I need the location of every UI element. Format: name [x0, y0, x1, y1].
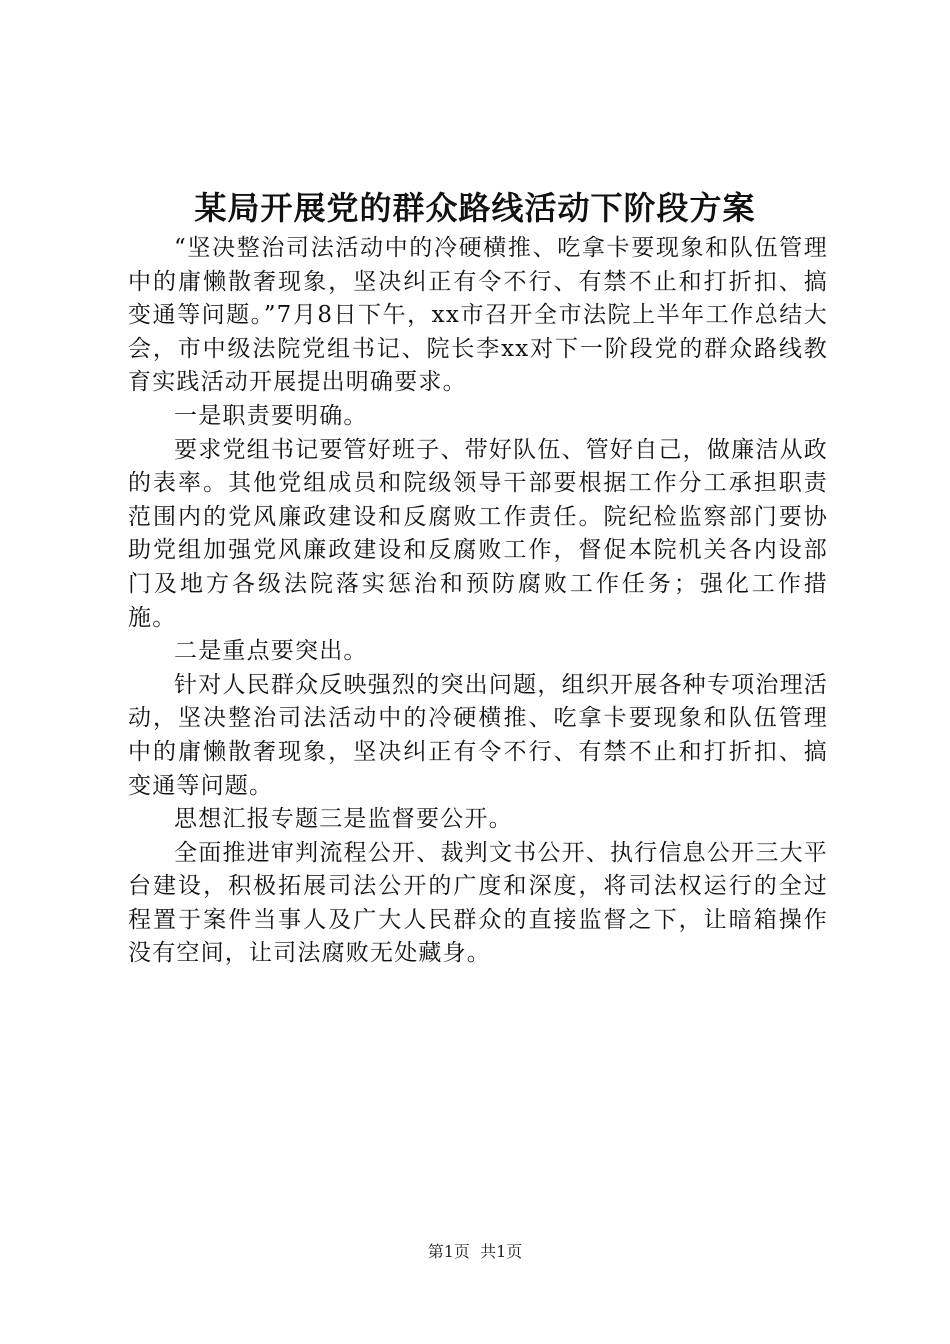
paragraph-responsibility: 要求党组书记要管好班子、带好队伍、管好自己，做廉洁从政的表率。其他党组成员和院级领导干部要根据工作分工承担职责范围内的党风廉政建设和反腐败工作责任。院纪检监察部门要协助党组加强党风廉政建设和反腐败工作，督促本院机关各内设部门及地方各级法院落实惩治和预防腐败工作任务；强化工作措施。: [128, 436, 828, 631]
paragraph-focus: 针对人民群众反映强烈的突出问题，组织开展各种专项治理活动，坚决整治司法活动中的冷硬横推、吃拿卡要现象和队伍管理中的庸懒散奢现象，坚决纠正有令不行、有禁不止和打折扣、搞变通等问题。: [128, 671, 828, 799]
document-title: 某局开展党的群众路线活动下阶段方案: [194, 189, 756, 227]
paragraph-heading-3: 思想汇报专题三是监督要公开。: [174, 806, 513, 833]
paragraph-openness: 全面推进审判流程公开、裁判文书公开、执行信息公开三大平台建设，积极拓展司法公开的广度和深度，将司法权运行的全过程置于案件当事人及广大人民群众的直接监督之下，让暗箱操作没有空间，让司法腐败无处藏身。: [128, 839, 828, 967]
paragraph-heading-1: 一是职责要明确。: [174, 402, 368, 429]
document-body: [128, 232, 828, 971]
paragraph-intro: “坚决整治司法活动中的冷硬横推、吃拿卡要现象和队伍管理中的庸懒散奢现象，坚决纠正有令不行、有禁不止和打折扣、搞变通等问题。”7月8日下午，xx市召开全市法院上半年工作总结大会，市中级法院党组书记、院长李xx对下一阶段党的群众路线教育实践活动开展提出明确要求。: [128, 235, 828, 396]
page-footer: 第1页 共1页: [427, 1242, 523, 1261]
paragraph-heading-2: 二是重点要突出。: [174, 638, 368, 665]
